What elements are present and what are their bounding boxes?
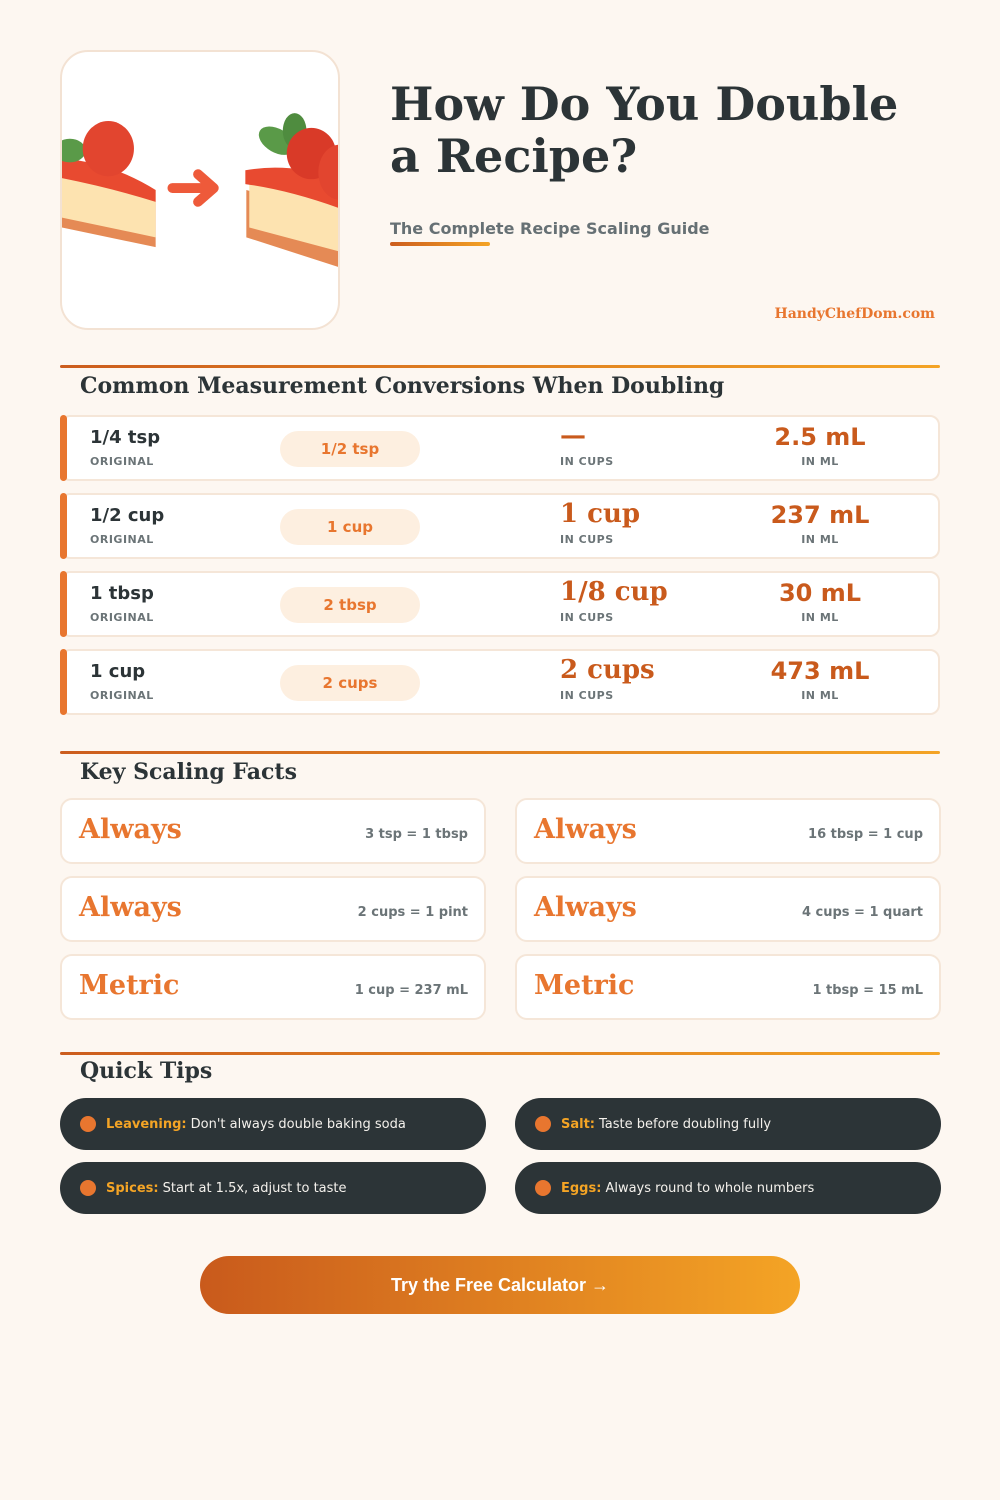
tip-text: Start at 1.5x, adjust to taste — [162, 1180, 347, 1196]
row-accent-bar — [60, 415, 67, 481]
brand-link[interactable]: HandyChefDom.com — [774, 306, 935, 322]
fact-card — [60, 798, 486, 864]
doubled-amount-pill: 2 cups — [280, 665, 420, 701]
tip-text: Taste before doubling fully — [599, 1116, 772, 1132]
conversion-row — [60, 649, 940, 715]
doubled-amount-pill: 2 tbsp — [280, 587, 420, 623]
original-label: ORIGINAL — [90, 455, 154, 468]
ml-label: IN ML — [801, 533, 839, 546]
tip-key: Eggs: — [561, 1180, 602, 1196]
tip-text: Don't always double baking soda — [190, 1116, 406, 1132]
tip-key: Spices: — [106, 1180, 159, 1196]
fact-equation: 1 cup = 237 mL — [354, 983, 468, 998]
row-accent-bar — [60, 649, 67, 715]
original-label: ORIGINAL — [90, 689, 154, 702]
ml-value: 2.5 mL — [774, 423, 866, 451]
title-line-1: How Do You Double — [390, 77, 899, 131]
fact-keyword: Always — [534, 814, 637, 845]
bullet-dot-icon — [535, 1180, 551, 1196]
original-amount: 1/2 cup — [90, 505, 165, 526]
tip-key: Salt: — [561, 1116, 596, 1132]
subtitle-underline — [390, 242, 490, 246]
doubled-amount-pill: 1 cup — [280, 509, 420, 545]
conversion-row — [60, 571, 940, 637]
fact-equation: 3 tsp = 1 tbsp — [365, 827, 468, 842]
try-calculator-button[interactable]: Try the Free Calculator → — [200, 1256, 800, 1314]
tips-title: Quick Tips — [80, 1058, 213, 1084]
fact-card — [515, 954, 941, 1020]
tip-item — [60, 1098, 486, 1150]
conversion-row — [60, 493, 940, 559]
ml-value: 473 mL — [770, 657, 870, 685]
ml-value: 30 mL — [778, 579, 862, 607]
fact-card — [60, 876, 486, 942]
cups-value: 1/8 cup — [560, 577, 668, 607]
fact-card — [515, 876, 941, 942]
fact-equation: 4 cups = 1 quart — [801, 905, 923, 920]
tip-item — [515, 1162, 941, 1214]
fact-card — [515, 798, 941, 864]
fact-card — [60, 954, 486, 1020]
fact-keyword: Always — [79, 892, 182, 923]
fact-equation: 2 cups = 1 pint — [357, 905, 468, 920]
facts-title: Key Scaling Facts — [80, 759, 297, 785]
cups-label: IN CUPS — [560, 455, 614, 468]
cups-label: IN CUPS — [560, 689, 614, 702]
original-label: ORIGINAL — [90, 533, 154, 546]
section-divider — [60, 1052, 940, 1055]
tip-item — [60, 1162, 486, 1214]
page-subtitle: The Complete Recipe Scaling Guide — [390, 219, 710, 238]
page-title — [390, 78, 950, 182]
cups-label: IN CUPS — [560, 611, 614, 624]
section-divider — [60, 365, 940, 368]
section-divider — [60, 751, 940, 754]
cups-value: — — [560, 421, 586, 451]
original-amount: 1 cup — [90, 661, 146, 682]
fact-equation: 1 tbsp = 15 mL — [812, 983, 923, 998]
original-amount: 1/4 tsp — [90, 427, 161, 448]
ml-label: IN ML — [801, 611, 839, 624]
tip-item — [515, 1098, 941, 1150]
tip-text: Always round to whole numbers — [605, 1180, 815, 1196]
conversions-title: Common Measurement Conversions When Doubling — [80, 373, 725, 399]
row-accent-bar — [60, 493, 67, 559]
conversion-row — [60, 415, 940, 481]
hero-illustration — [60, 50, 340, 330]
cups-label: IN CUPS — [560, 533, 614, 546]
title-line-2: a Recipe? — [390, 129, 638, 183]
doubled-amount-pill: 1/2 tsp — [280, 431, 420, 467]
fact-keyword: Always — [79, 814, 182, 845]
row-accent-bar — [60, 571, 67, 637]
bullet-dot-icon — [535, 1116, 551, 1132]
cake-doubling-icon — [62, 52, 338, 328]
original-amount: 1 tbsp — [90, 583, 154, 604]
ml-value: 237 mL — [770, 501, 870, 529]
cups-value: 2 cups — [560, 655, 655, 685]
ml-label: IN ML — [801, 455, 839, 468]
fact-keyword: Always — [534, 892, 637, 923]
ml-label: IN ML — [801, 689, 839, 702]
bullet-dot-icon — [80, 1180, 96, 1196]
fact-equation: 16 tbsp = 1 cup — [808, 827, 923, 842]
original-label: ORIGINAL — [90, 611, 154, 624]
fact-keyword: Metric — [79, 970, 180, 1001]
fact-keyword: Metric — [534, 970, 635, 1001]
tip-key: Leavening: — [106, 1116, 187, 1132]
cups-value: 1 cup — [560, 499, 641, 529]
bullet-dot-icon — [80, 1116, 96, 1132]
